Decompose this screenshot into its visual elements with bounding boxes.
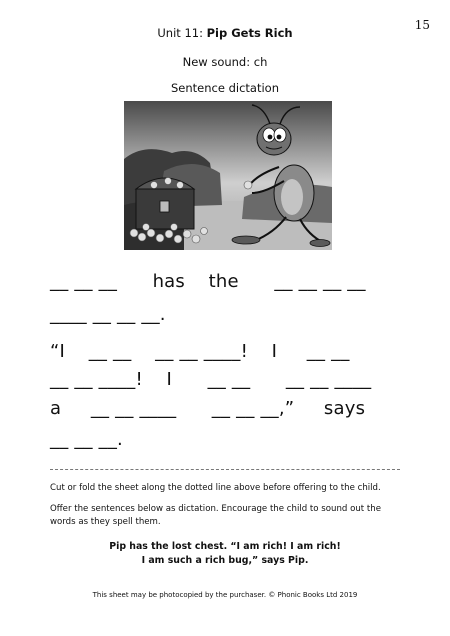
activity-title: Sentence dictation (171, 81, 279, 95)
cut-line (50, 469, 400, 470)
dictation-line-2: ____ __ __ __. (50, 304, 166, 325)
footer: This sheet may be photocopied by the purchaser. © Phonic Books Ltd 2019 (92, 591, 358, 599)
dictation-line-3: “I __ __ __ __ ____! I __ __ (50, 341, 350, 362)
dictation-line-5: a __ __ ____ __ __ __,” says (50, 398, 366, 419)
unit-name: Pip Gets Rich (206, 26, 293, 40)
page-number: 15 (414, 18, 430, 32)
sentence-line-2: I am such a rich bug,” says Pip. (141, 555, 309, 566)
sentence-line-1: Pip has the lost chest. “I am rich! I am rich! (109, 541, 341, 552)
cut-instruction: Cut or fold the sheet along the dotted line above before offering to the child. (50, 483, 381, 493)
new-sound: New sound: ch (182, 55, 268, 69)
dictation-sentences (0, 540, 450, 568)
unit-title (0, 26, 450, 40)
pip-bug-treasure-chest-illustration (124, 101, 332, 250)
dictation-line-1: __ __ __ has the __ __ __ __ (50, 271, 366, 292)
offer-instruction: Offer the sentences below as dictation. Encourage the child to sound out the words as they spell them. (50, 504, 381, 527)
dictation-line-4: __ __ ____! I __ __ __ __ ____ (50, 369, 372, 390)
dictation-line-6: __ __ __. (50, 429, 123, 450)
unit-prefix: Unit 11: (157, 26, 203, 40)
